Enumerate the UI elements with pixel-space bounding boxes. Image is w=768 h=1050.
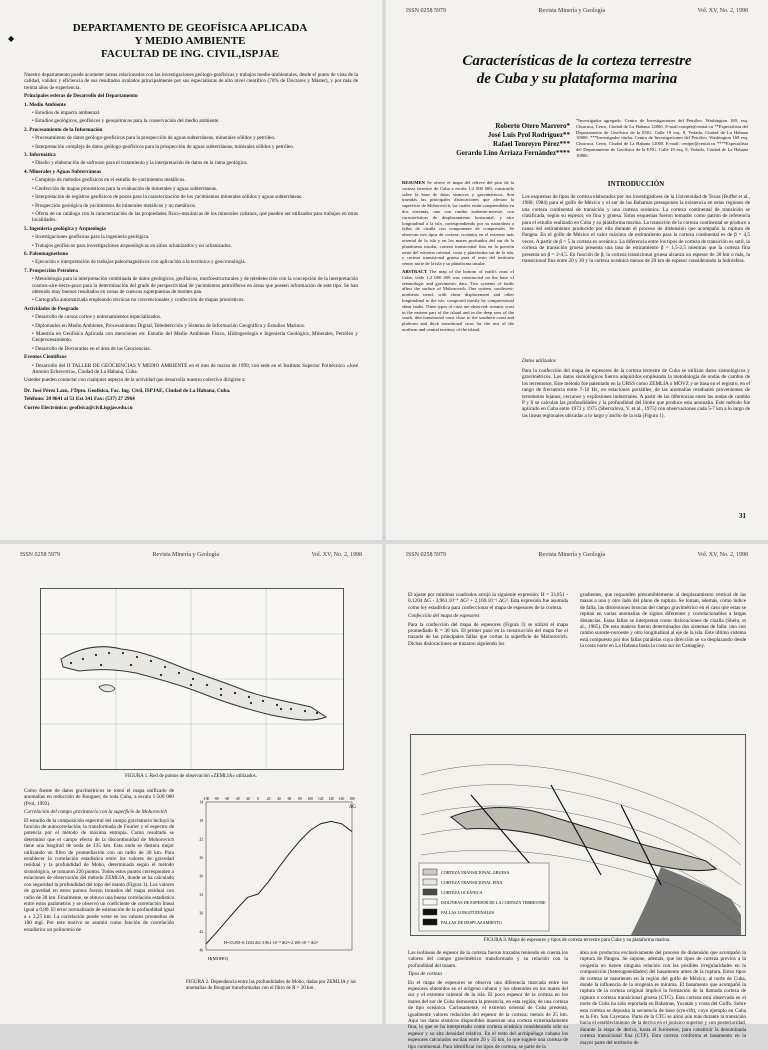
page-header <box>20 552 362 558</box>
figure-1-caption: FIGURA 1. Red de puntos de observación «ZEMLIA» utilizados. <box>125 774 257 779</box>
list-item: • Trabajos geofísicos para investigaciones arqueológicas en sitios urbanizados y no urbanizados. <box>32 242 232 249</box>
list-item: Eventos Científicos <box>24 354 67 361</box>
y-tick-label: 42 <box>199 930 203 934</box>
regression-curve <box>206 821 352 944</box>
list-item: • Maestría en Geofísica Aplicada con menciones en: Estudio del Medio Ambiente Físico, Hidrogeología e Ingeniería Geológica, Minerales, Petróleo y Geoprocesamiento. <box>32 331 358 344</box>
observation-point <box>276 704 278 706</box>
list-item: • Cartografía automatizada empleando técnicas no convencionales y confección de mapas pronósticos. <box>32 297 245 304</box>
observation-point <box>280 708 282 710</box>
x-tick-label: -100 <box>202 797 210 801</box>
issn: ISSN 0258 5979 <box>406 8 447 14</box>
list-item: • Ejecución e interpretación de trabajos paleomagnéticos con aplicación a la tectónica y geocronología. <box>32 259 246 266</box>
observation-point <box>192 678 194 680</box>
page4-left-top <box>408 592 568 732</box>
resumen-text: Se ofrece el mapa del relieve del piso de la corteza terrestre de Cuba a escala 1:2 000 000, construido sobre la base de datos sísmicos y gravimétricos. Son trazadas las principales dislocaciones que afectan la superficie de Mohorovich, las cuales están comprendidas en dos sistemas, uno con rumbo sudoeste-noreste, con características de desplazamiento horizontal, y otro longitudinal a la isla, correspondiendo por su naturaleza a fallas de cizalla con componente de compresión. Se observan tres tipos de corteza: oceánica en el extremo más oriental de la isla y en los mares profundos del sur de la plataforma insular, corteza transicional fina en la porción oeste del extremo oriental, costa y plataforma sur de la isla, y corteza transicional gruesa para el resto del territorio centro norte de la isla y su plataforma insular. <box>402 180 514 267</box>
list-item: • Estudios geológicos, geofísicos y geoquímicos para la conservación del medio ambiente. <box>32 118 220 125</box>
observation-point <box>160 674 162 676</box>
page-number: 31 <box>739 512 746 520</box>
observation-point <box>190 684 192 686</box>
list-item: • Interpretación de registros geofísicos de pozos para la caracterización de los yacimientos minerales sólidos y aguas subterráneas. <box>32 194 303 201</box>
figure-2-caption: FIGURA 2. Dependencia entre las profundidades de Moho, dadas por ZEMLIA y las anomalías de Bouguer transformadas con el filtro de R = 30 km. <box>186 980 356 991</box>
list-item: 2. Procesamiento de la Información <box>24 126 103 133</box>
page-header <box>406 8 748 14</box>
y-tick-label: 18 <box>199 819 203 823</box>
article-title <box>406 52 748 88</box>
abstract-column <box>402 180 514 510</box>
datos-heading: Datos utilizados <box>522 358 556 364</box>
legend-label: CORTEZA OCEÁNICA <box>441 890 483 895</box>
legend-label: CORTEZA TRANSICIONAL GRUESA <box>441 870 510 875</box>
observation-point <box>70 662 72 664</box>
datos-text: Para la confección del mapa de espesores de la corteza terrestre de Cuba se utilizan datos sismológicos y gravimétricos. Los datos sismológicos fueron adquiridos empleando la metodología de ondas de cambio de los terremotos. Este método fue patentado en la URSS como ZEMLIA o MOVZ y se basa en el registro, en el rango de frecuencia entre 7-10 Hz, en estaciones portátiles, de las anomalías residuales provenientes de terremotos lejanos, cercanos y explosiones industriales. A partir de las diferencias entre las ondas de cambio P y S se calculan las profundidades y la profundidad del límite que produce esta anomalía. Este método fue aplicado en Cuba entre 1972 y 1975 (Shervalova, V. et al., 1975) con observaciones cada 5-7 km a lo largo de las líneas regionales ubicadas a lo largo y ancho de la isla (Figura 1). <box>522 368 750 419</box>
page-3 <box>0 544 382 1024</box>
page-2 <box>386 0 768 540</box>
list-item: Actividades de Posgrado <box>24 305 79 312</box>
list-item: • Estudios de impacto ambiental. <box>32 110 101 117</box>
x-axis-label: ΔG <box>349 805 356 810</box>
text-confeccion: Para la confección del mapa de espesores (Figura 3) se utilizó el mapa promediado R = 30 km. El primer paso en la construcción del mapa fue el trazado de las principales fallas que cortan la superficie de Mohorovich. Dichas dislocaciones se trazaron siguiendo los <box>408 621 568 647</box>
observation-point <box>220 688 222 690</box>
intro-heading: INTRODUCCIÓN <box>607 180 665 188</box>
volume: Vol. XV, No. 2, 1998 <box>697 8 748 14</box>
issn: ISSN 0258 5979 <box>20 552 61 558</box>
page4-right-bottom: área son productos exclusivamente del proceso de distensión que acompañó la ruptura de Pangea. Se supone, además, que los tipos de corteza previos a la orogenia no tienen ninguna relación con las posibles irregularidades en la composición (heterogeneidades) del basamento antes de la ruptura. Estos tipos de corteza se mantienen en la región del golfo de México, al norte de Cuba, donde la influencia de la orogenia es mínima. El basamento que acompañó la ruptura de la corteza original implicó la formación de la llamada corteza de ruptura o corteza transicional gruesa (CTG). Esta corteza está observada en el norte de Cuba ha sido reportada en Bahamas, Yucatán y costa del Golfo. Sobre esta corteza se deposita la secuencia de base (syn-rift), cuyo ejemplo en Cuba es la Fm. San Cayetano. Parte de la CTG se alinó aún más durante la transición hacia el establecimiento de la deriva en el jurásico superior y con posterioridad, durante la etapa de deriva, hasta el furonense, para constituir la denominada corteza transicional fina (CTF). Esta corteza conforma el basamento en la mayor parte del territorio de <box>580 950 746 1046</box>
observation-point <box>95 654 97 656</box>
volume: Vol. XV, No. 2, 1998 <box>697 552 748 558</box>
x-tick-label: 100 <box>307 797 313 801</box>
observation-point <box>262 700 264 702</box>
item-list <box>24 102 358 384</box>
list-item: • Prospección geológica de yacimientos de minerales metálicos y no metálicos. <box>32 202 197 209</box>
y-tick-label: 38 <box>199 911 203 916</box>
observation-point <box>290 708 292 710</box>
list-item: • Diplomados en Medio Ambiente, Procesamiento Digital, Teledetección y Sistema de Información Geográfica y Estudios Marinos. <box>32 322 306 329</box>
y-tick-label: 22 <box>199 837 203 842</box>
list-item: Ustedes pueden contactar con cualquier aspecto de la actividad que desarrolla nuestro colectivo dirigirse a: <box>24 377 246 384</box>
page3-left-column <box>24 788 174 1018</box>
heading-correlation: Correlación del campo gravitatorio con la superficie de Mohorovich <box>24 809 167 816</box>
list-item: • Confección de mapas pronósticos para la evaluación de minerales y aguas subterráneas. <box>32 185 218 192</box>
x-tick-label: 40 <box>277 797 281 801</box>
observation-point <box>234 692 236 694</box>
legend-swatch <box>423 909 437 915</box>
list-item: • Desarrollo del II TALLER DE GEOCIENCIAS Y MEDIO AMBIENTE en el mes de marzo de 1999, con sede en el Instituto Superior Politécnico «José Antonio Echeverría», Ciudad de La Habana, Cuba. <box>32 362 358 376</box>
volume: Vol. XV, No. 2, 1998 <box>311 552 362 558</box>
list-item: • Interpretación compleja de datos geólogo-geofísicos para la prospección de aguas subterráneas, minerales sólidos y petróleo. <box>32 143 295 150</box>
legend-swatch <box>423 889 437 895</box>
affiliations: *Investigador agregado. Centro de Investigaciones del Petróleo. Washington 169, esq. Churruca, Cerro, Ciudad de La Habana 12000. E-mail:cenipet@ceniai.cu **Especialista del Departamento de Geofísica de la ENG. Calle 19 esq. 8, Vedado, Ciudad de La Habana 10800. ***Investigador titular. Centro de Investigaciones del Petróleo. Washington 169 esq. Churruca, Cerro, Ciudad de La Habana 12000. E-mail: cenipet@ceniai.cu ****Especialista del Departamento de Geofísica de la ENG. Calle 19 esq. 8, Vedado, Ciudad de La Habana 10800. <box>576 118 748 158</box>
resumen-label: RESUMEN <box>402 180 425 185</box>
journal-name: Revista Minería y Geología <box>538 552 606 558</box>
contact-name: Dr. José Pérez Lazo, J'Dpto. Geofísica, Fac. Ing. Civil, ISPJAE, Ciudad de La Habana, Cuba. <box>24 387 231 394</box>
legend-swatch <box>423 869 437 875</box>
x-tick-label: 0 <box>257 797 260 801</box>
bullet-mark: ◆ <box>8 34 15 43</box>
y-tick-label: 34 <box>199 893 203 897</box>
legend-label: FALLAS LONGITUDINALES <box>441 910 495 915</box>
text-tipos: En el mapa de espesores se observa una diferencia marcada entre los espesores obtenidos en el orógeno cubano y los obtenidos en los mares del sur y el extremo oriental de la isla. El poco espesor de la corteza en los mares del sur de Cuba demuestra la presencia, en esta región, de una corteza de tipo oceánica. Curiosamente, el extremo oriental de Cuba presenta, igualmente valores reducidos del espesor de la corteza: menos de 25 km. Aquí los datos sísmicos disponibles muestran una corteza extremadamente fina, lo que se ha interpretado como corteza oceánica considerando sólo su espesor y su alta densidad relativa. En el resto del archipiélago cubano los espesores calculados oscilan entre 20 y 35 km, lo que sugiere una corteza de tipo continental. Para identificar los tipos de corteza, se parte de la <box>408 979 568 1050</box>
heading-line-3: FACULTAD DE ING. CIVIL,ISPJAE <box>101 48 279 60</box>
abstract-label: ABSTRACT <box>402 268 428 274</box>
x-tick-label: 80 <box>298 797 302 801</box>
observation-point <box>316 712 318 714</box>
list-item: • Metodología para la interpretación combinada de datos geológicos, geofísicos, morfoestructurales y de teledetección con la concepción de la interpretación cosmos-aire-tierra-pozo para la determinación del grado de perspectividad de yacimientos petrolíferos en áreas que poseen información de este tipo. Se han obtenido muy buenos resultados en zonas de cuencas superpuestas de montes pan. <box>32 276 358 295</box>
regression-formula: H=33,851-0,1204 ΔG-3,961·10⁻⁴ ΔG²+2,169·10⁻⁶ ΔG³ <box>224 940 318 945</box>
legend-label: CORTEZA TRANSICIONAL FINA <box>441 880 503 885</box>
text-isolines: Las isolíneas de espesor de la corteza fueron trazadas teniendo en cuenta los valores del campo gravimétrico transformado y su relación con la profundidad del manto. <box>408 950 568 969</box>
journal-name: Revista Minería y Geología <box>152 552 220 558</box>
x-tick-label: 140 <box>328 797 334 801</box>
y-tick-label: 30 <box>199 874 203 879</box>
y-tick-label: 14 <box>199 800 203 805</box>
page-header <box>406 552 748 558</box>
page-1 <box>0 0 382 540</box>
observation-point <box>178 672 180 674</box>
x-tick-label: -80 <box>214 797 219 801</box>
observation-point <box>206 684 208 686</box>
list-item: 3. Informática <box>24 152 56 159</box>
x-tick-label: 180 <box>349 797 355 801</box>
heading-line-2: Y MEDIO AMBIENTE <box>134 35 246 47</box>
text-correlation: El estudio de la composición espectral del campo gravitatorio incluyó la función de autocorrelación, la transformada de Fourier y el espectro de potencia por el método de máxima entropía. Como resultado se determinó que el campo efecto de la discontinuidad de Mohorovich tiene una longitud de onda de 135 km. Esta onda se destaca mejor utilizando un filtro de promediación con un radio de 30 km. Para establecer la correlación estadística entre los valores de gravedad residual y la profundidad de Moho, determinada según el método sismológico, se tomaron 226 puntos. Todos estos puntos corresponden a estaciones de observación del método ZEMLIA, donde se ha calculado con seguridad la profundidad del topo del manto (Figura 1). Los valores de gravedad en estos puntos fueron tomados del mapa residual con radio de 30 km. Finalmente, se obtuvo una buena correlación estadística entre estos parámetros y se observó un coeficiente de correlación lineal igual a 0,80. El error normalizado de estimación de la profundidad igual a ± 2,25 km. La correlación puede verse en los valores promedios de 100 mgl. Por este motivo se asumió como función de correlación estadística un polinomio de <box>24 817 174 933</box>
author-4: Gerardo Lino Arriaza Fernández**** <box>456 149 570 157</box>
legend-swatch <box>423 879 437 885</box>
figure-2-chart <box>184 794 360 974</box>
observation-point <box>82 658 84 660</box>
list-item: • Desarrollo de cursos cortos y entrenamientos especializados. <box>32 314 162 321</box>
abstract-text: The map of the bottom of earth's crust of Cuba, scale 1:2 000 000 was constructed on the base of seismologic and gravimetric data. Two systems of faults affect the surface of Mohorovich. One system, southwest-northeast trend, with shear displacement and other longitudinal to the isle, composed mostly by compressional shear faults. Three types of crust are observed: oceanic crust in the eastern part of the island and in the deep seas of the south, thin transitional crust close to the southern coast and platform and thick transitional crust for the rest of the northern and central territory of the island. <box>402 268 514 332</box>
list-item: 1. Medio Ambiente <box>24 101 66 108</box>
observation-point <box>100 664 102 666</box>
y-tick-label: 46 <box>199 948 203 953</box>
page4-left-bottom <box>408 950 568 1050</box>
department-body <box>24 72 358 532</box>
x-tick-label: -40 <box>234 797 240 801</box>
heading-tipos: Tipos de corteza <box>408 971 443 978</box>
observation-point <box>304 710 306 712</box>
observation-point <box>248 696 250 698</box>
figure-3-caption: FIGURA 3. Mapa de espesores y tipos de corteza terrestre para Cuba y su plataforma marina. <box>483 938 671 943</box>
observation-point <box>136 656 138 658</box>
text-bouguer: Como fuente de datos gravimétricos se tomó el mapa unificado de anomalías en reducción de Bouguer, de toda Cuba, a escala 1:500 000 (Prol, 1993). <box>24 788 174 807</box>
list-item: 7. Prospección Petrolera <box>24 267 78 274</box>
title-line-1: Características de la corteza terrestre <box>462 53 692 69</box>
cuba-observation-map <box>40 588 344 770</box>
intro-paragraph: Nuestro departamento puede acometer tareas relacionadas con las investigaciones geólogo-geofísicas y trabajos medio-ambientales, desde el punto de vista de la calidad, validez y eficiencia de sus resultados avalados principalmente por sus especialistas de alto nivel científico (70% de Doctores y Máster), y por más de treinta años de experiencia. <box>24 72 358 91</box>
list-item: • Oferta de un catálogo con la caracterización de las propiedades físico-mecánicas de los minerales cubanos, que pueden ser utilizados para trabajos en otras localidades. <box>32 210 358 224</box>
chart-frame <box>206 802 352 950</box>
list-item: 4. Minerales y Aguas Subterráneas <box>24 168 102 175</box>
heading-confeccion: Confección del mapa de espesores <box>408 613 480 620</box>
contact-phone: Teléfono: 20 8641 al 51 Ext 341 Fax: (537) 27 2964 <box>24 396 135 403</box>
x-tick-label: -20 <box>245 797 251 801</box>
journal-name: Revista Minería y Geología <box>538 8 606 14</box>
author-3: Rafael Tenreyro Pérez*** <box>493 140 570 148</box>
legend-label: ISOLÍNEAS DE ESPESOR DE LA CORTEZA TERRESTRE <box>441 900 546 905</box>
x-tick-label: 60 <box>287 797 292 801</box>
y-tick-label: 26 <box>199 856 203 860</box>
issn: ISSN 0258 5979 <box>406 552 447 558</box>
legend-label: FALLAS DE DESPLAZAMIENTO <box>441 920 502 925</box>
principal-heading: Principales esferas de Desarrollo del Departamento <box>24 93 138 100</box>
list-item: • Complejo de métodos geofísicos en el estudio de yacimientos metálicos. <box>32 177 186 184</box>
x-tick-label: 120 <box>318 797 324 801</box>
text-least-squares: El ajuste por mínimos cuadrados arrojó la siguiente expresión: H = 33,851 - 0,1204 ΔG - 3,961.10⁻⁴ ΔG² + 2,169.10⁻⁶ ΔG³. Esta expresión fue asumida como ley estadística para confeccionar el mapa de espesores de la corteza. <box>408 592 568 611</box>
observation-point <box>150 660 152 662</box>
x-tick-label: 20 <box>266 797 271 801</box>
x-tick-label: -60 <box>224 797 230 801</box>
list-item: 5. Ingeniería geológica y Arqueología <box>24 225 106 232</box>
observation-point <box>130 664 132 666</box>
list-item: • Diseño y elaboración de software para el tratamiento y la interpretación de datos en la rama geológica. <box>32 160 248 167</box>
list-item: 6. Paleomagnetismo <box>24 250 69 257</box>
y-axis-label: H(MOHO) <box>208 956 228 961</box>
observation-point <box>122 652 124 654</box>
observation-point <box>220 694 222 696</box>
chart-ticks <box>199 797 354 953</box>
authors <box>400 122 570 158</box>
observation-point <box>108 652 110 654</box>
list-item: • Desarrollo de Doctorados en el área de las Geociencias. <box>32 345 151 352</box>
contact-email: Correo Electrónico: geofisica@civil.ispjae.edu.cu <box>24 404 133 411</box>
observation-point <box>164 666 166 668</box>
heading-line-1: DEPARTAMENTO DE GEOFÍSICA APLICADA <box>72 22 308 34</box>
author-1: Roberto Otero Marrero* <box>495 122 570 130</box>
intro-text: Los esquemas de tipos de corteza elaborados por los investigadores de la Universidad de Texas (Buffer et al., 1980; 1984) para el golfo de México y el sur de las Bahamas presuponen la existencia en estas regiones de una corteza continental de transición y una corteza oceánica. La corteza continental de transición se clasificada, según su espesor, en fina y gruesa. Estos esquemas fueron tomados como patrón de referencia para el estudio realizado en Cuba y su plataforma marina. La transición de la corteza continental se produce a causa del estiramiento producido por ella durante el proceso de distensión que acompañó la ruptura de Pangea. En el golfo de México el valor máximo de estiramiento para la corteza continental es de β = 4,5 veces. A partir de β = 5 la corteza es oceánica. La diferencia entre los tipos de corteza de transición es sutil, la corteza de transición gruesa presenta una tasa de estiramiento β = 1,5-2,5 mientras que la corteza fina presenta un β = 2-4,5. En función de β, la corteza transicional gruesa alcanza un espesor de 30 km o más, la transicional fina entre 20 y 30 y la corteza oceánica menos de 20 km de espesor considerando la hidrósfera. <box>522 194 750 265</box>
page4-right-top: gradientes, que responden presumiblemente al desplazamiento vertical de las masas a uno y otro lado del plano de ruptura. Se toman, además, como índice de falla, las distorsiones bruscas del campo gravimétrico en el caso que estas se repitan en varias anomalías de signos diferentes y correlacionables a largas distancias. Estas fallas se interpretan como dislocaciones de cizalla (Shein, et al., 1985). De esta manera fueron determinados dos sistemas de falla: uno con rumbo sureste-noroeste y otro longitudinal al eje de la isla. Este último sistema está compuesto por dos fallas paralelas cuya dirección se va desplazando desde la costa norte en La Habana hasta la costa sur en Camagüey. <box>580 592 746 650</box>
page-4 <box>386 544 768 1050</box>
list-item: • Investigaciones geofísicas para la ingeniería geológica. <box>32 234 150 241</box>
list-item: • Procesamiento de datos geólogo-geofísicos para la prospección de aguas subterráneas, minerales sólidos y petróleo. <box>32 135 276 142</box>
legend-swatch <box>423 919 437 925</box>
author-2: José Luis Prol Rodríguez** <box>487 131 570 139</box>
x-tick-label: 160 <box>338 797 345 801</box>
department-heading <box>40 22 340 61</box>
observation-point <box>250 702 252 704</box>
title-line-2: de Cuba y su plataforma marina <box>476 71 678 87</box>
figure-3-thickness-map <box>410 734 746 936</box>
